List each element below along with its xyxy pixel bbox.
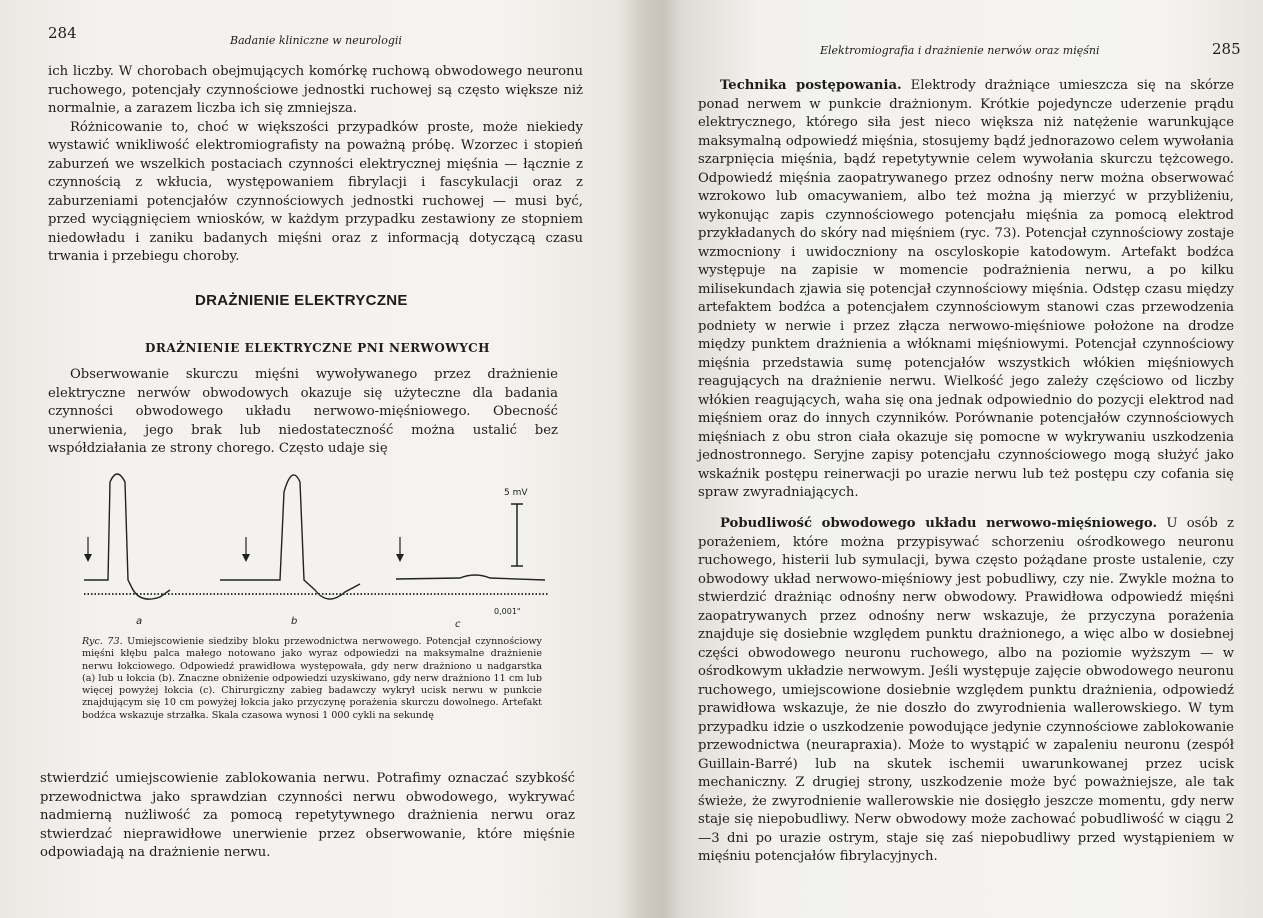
right-page	[650, 0, 1263, 918]
left-text-middle	[48, 366, 558, 459]
waveform-c	[396, 575, 545, 580]
paragraph	[698, 515, 1234, 867]
left-page	[0, 0, 630, 918]
paragraph-lead: Pobudliwość obwodowego układu nerwowo-mięśniowego.	[720, 516, 1158, 531]
panel-label-b: b	[291, 616, 298, 627]
trace-b	[220, 475, 360, 599]
waveform-a	[84, 474, 170, 599]
scale-label-mv: 5 mV	[504, 488, 528, 498]
paragraph: Obserwowanie skurczu mięśni wywoływanego przez drażnienie elektryczne nerwów obwodowych okazuje się użyteczne dla badania czynności obwodowego układu nerwowo-mięśniowego. Obecność unerwienia, jego brak lub niedostateczność można ustalić bez współdziałania ze strony chorego. Często udaje się	[48, 367, 558, 456]
voltage-scale	[504, 488, 528, 566]
page-number: 284	[48, 24, 77, 42]
paragraph-text: U osób z porażeniem, które można przypisywać schorzeniu ośrodkowego neuronu ruchowego, histerii lub symulacji, bywa często pożądane proste ustalenie, czy obwodowy układ nerwowo-mięśniowy jest pobudliwy, czy nie. Zwykle można to stwierdzić drażniąc odnośny nerw obwodowy. Prawidłowa odpowiedź mięśni zaopatrywanych przez odnośny nerw wskazuje, że przyczyna porażenia znajduje się dosiebnie względem punktu drażnionego, a więc albo w dosiebnej części obwodowego neuronu ruchowego, albo na poziomie wyższym — w ośrodkowym układzie nerwowym. Jeśli występuje zajęcie obwodowego neuronu ruchowego, umiejscowione dosiebnie względem punktu drażnienia, odpowiedź prawidłowa wskazuje, że nie doszło do zwyrodnienia wallerowskiego. W tym przypadku idzie o uszkodzenie powodujące jedynie czynnościowe zablokowanie przewodnictwa (neurapraxia). Może to wystąpić w zapaleniu neuronu (zespół Guillain-Barré) lub na skutek ischemii uwarunkowanej przez ucisk mechaniczny. Z drugiej strony, uszkodzenie może być poważniejsze, ale tak świeże, że zwyrodnienie wallerowskie nie dosięgło jeszcze momentu, gdy nerw staje się niepobudliwy. Nerw obwodowy może zachować pobudliwość w ciągu 2—3 dni po urazie ostrym, staje się zaś niepobudliwy przed wystąpieniem w mięśniu potencjałów fibrylacyjnych.	[698, 516, 1234, 864]
subsection-heading: DRAŻNIENIE ELEKTRYCZNE PNI NERWOWYCH	[145, 341, 490, 355]
caption-text: Umiejscowienie siedziby bloku przewodnictwa nerwowego. Potencjał czynnościowy mięśni kłębu palca małego notowano jako wyraz odpowiedzi na maksymalne drażnienie nerwu łokciowego. Odpowiedź prawidłowa występowała, gdy nerw drażniono u nadgarstka (a) lub u łokcia (b). Znaczne obniżenie odpowiedzi uzyskiwano, gdy nerw drażniono 11 cm lub więcej powyżej łokcia (c). Chirurgiczny zabieg badawczy wykrył ucisk nerwu w punkcie znajdującym się 10 cm powyżej łokcia jako przyczynę porażenia skurczu dowolnego. Artefakt bodźca wskazuje strzałka. Skala czasowa wynosi 1 000 cykli na sekundę	[82, 636, 542, 721]
paragraph: stwierdzić umiejscowienie zablokowania nerwu. Potrafimy oznaczać szybkość przewodnictwa jako sprawdzian czynności nerwu obwodowego, wykrywać nadmierną nużliwość za pomocą repetytywnego drażnienia nerwu oraz stwierdzać nieprawidłowe unerwienie przez obserwowanie, które mięśnie odpowiadają na drażnienie nerwu.	[40, 771, 575, 860]
paragraph: Różnicowanie to, choć w większości przypadków proste, może niekiedy wystawić wnikliwość elektromiografisty na poważną próbę. Wzorzec i stopień zaburzeń we wszelkich postaciach czynności elektrycznej mięśnia — łącznie z czynnością z wkłucia, występowaniem fibrylacji i fascykulacji oraz z zaburzeniami potencjałów czynnościowych jednostki ruchowej — musi być, przed wyciągnięciem wniosków, w każdym przypadku zestawiony ze stopniem niedowładu i zaniku badanych mięśni oraz z informacją dotyczącą czasu trwania i przebiegu choroby.	[48, 119, 583, 264]
left-text-top	[48, 63, 583, 267]
arrow-head-icon	[396, 554, 404, 562]
caption-label: Ryc. 73.	[82, 636, 123, 647]
trace-c	[396, 537, 545, 580]
time-label: 0,001"	[494, 607, 521, 616]
section-heading: DRAŻNIENIE ELEKTRYCZNE	[195, 292, 408, 309]
running-head: Badanie kliniczne w neurologii	[230, 34, 402, 47]
right-text-top	[698, 77, 1234, 503]
figure-caption	[82, 636, 542, 722]
waveform-b	[220, 475, 360, 599]
right-text-bottom	[698, 515, 1234, 867]
left-text-bottom	[40, 770, 575, 863]
panel-label-c: c	[455, 619, 461, 627]
trace-a	[84, 474, 170, 599]
panel-label-a: a	[136, 616, 143, 627]
paragraph-text: Elektrody drażniące umieszcza się na skórze ponad nerwem w punkcie drażnionym. Krótkie pojedyncze uderzenie prądu elektrycznego, którego siła jest nieco większa niż natężenie warunkujące maksymalną odpowiedź mięśnia, stosujemy bądź jednorazowo celem wywołania szarpnięcia mięśnia, bądź repetytywnie celem wywołania skurczu tężcowego. Odpowiedź mięśnia zaopatrywanego przez odnośny nerw można obserwować wzrokowo lub omacywaniem, albo też można ją mierzyć w przybliżeniu, wykonując zapis czynnościowego potencjału mięśnia za pomocą elektrod przykładanych do skóry nad mięśniem (ryc. 73). Potencjał czynnościowy zostaje wzmocniony i uwidoczniony na oscyloskopie katodowym. Artefakt bodźca występuje na zapisie w momencie podrażnienia nerwu, a po kilku milisekundach zjawia się potencjał czynnościowy mięśnia. Odstęp czasu między artefaktem bodźca a potencjałem czynnościowym stanowi czas przewodzenia podniety w nerwie i przez złącza nerwowo-mięśniowe położone na drodze między punktem drażnienia a włóknami mięśniowymi. Potencjał czynnościowy mięśnia przedstawia sumę potencjałów wszystkich włókien mięśniowych reagujących na drażnienie nerwu. Wielkość jego zależy częściowo od liczby włókien reagujących, waha się ona jednak odpowiednio do pozycji elektrod nad mięśniem oraz do innych czynników. Porównanie potencjałów czynnościowych mięśniach z obu stron ciała okazuje się pomocne w wykrywaniu uszkodzenia jednostronnego. Seryjne zapisy potencjału czynnościowego mogą służyć jako wskaźnik postępu reinerwacji po urazie nerwu lub też postępu czy cofania się spraw zwyradniających.	[698, 78, 1234, 500]
paragraph	[698, 77, 1234, 503]
paragraph: ich liczby. W chorobach obejmujących komórkę ruchową obwodowego neuronu ruchowego, potencjały czynnościowe jednostki ruchowej są często większe niż normalnie, a zarazem liczba ich się zmniejsza.	[48, 64, 583, 116]
figure-73-traces	[70, 462, 560, 627]
page-number: 285	[1212, 40, 1241, 58]
paragraph-lead: Technika postępowania.	[720, 78, 902, 93]
running-head: Elektromiografia i drażnienie nerwów oraz mięśni	[820, 44, 1100, 57]
arrow-head-icon	[84, 554, 92, 562]
arrow-head-icon	[242, 554, 250, 562]
